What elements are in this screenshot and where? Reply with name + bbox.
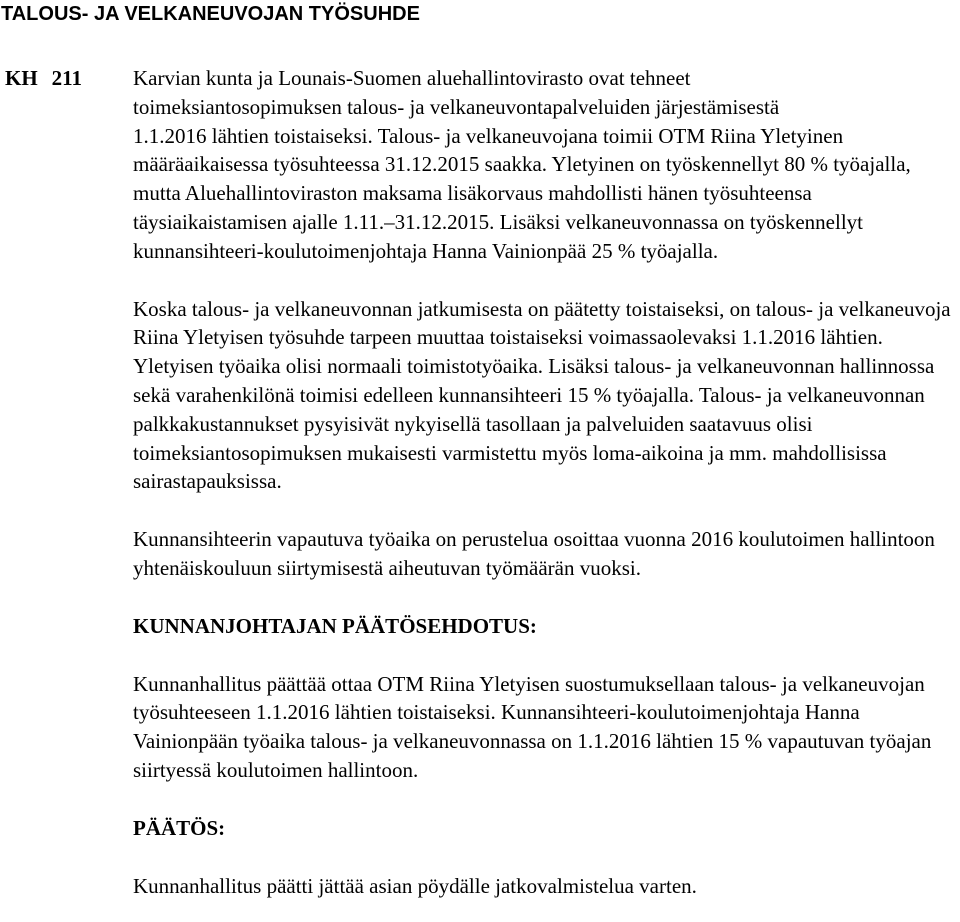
section-code: KH bbox=[5, 66, 38, 90]
paragraph-workload: Kunnansihteerin vapautuva työaika on perustelua osoittaa vuonna 2016 koulutoimen hallintoon yhtenäiskouluun siirtymisestä aiheutuvan työmäärän vuoksi. bbox=[133, 527, 935, 580]
proposal-heading: KUNNANJOHTAJAN PÄÄTÖSEHDOTUS: bbox=[133, 613, 537, 638]
paragraph-rationale: Koska talous- ja velkaneuvonnan jatkumisesta on päätetty toistaiseksi, on talous- ja velkaneuvoja Riina Yletyisen työsuhde tarpeen muuttaa toistaiseksi voimassaolevaksi 1.1.2016 lähtien. Yletyisen työaika olisi normaali toimistotyöaika. Lisäksi talous- ja velkaneuvonnan hallinnossa sekä varahenkilönä toimisi edelleen kunnansihteeri 15 % työajalla. Talous- ja velkaneuvonnan palkkakustannukset pysyisivät nykyisellä tasollaan ja palveluiden saatavuus olisi toimeksiantosopimuksen mukaisesti varmistettu myös loma-aikoina ja mm. mahdollisissa sairastapauksissa. bbox=[133, 296, 951, 494]
decision-text: Kunnanhallitus päätti jättää asian pöydälle jatkovalmistelua varten. bbox=[133, 873, 697, 898]
section-identifier bbox=[5, 64, 82, 92]
page-title: TALOUS- JA VELKANEUVOJAN TYÖSUHDE bbox=[1, 3, 420, 25]
paragraph-background-line-2: toimeksiantosopimuksen talous- ja velkaneuvontapalveluiden järjestämisestä bbox=[133, 94, 780, 119]
section-number: 211 bbox=[51, 66, 83, 90]
paragraph-background-rest: 1.1.2016 lähtien toistaiseksi. Talous- ja velkaneuvojana toimii OTM Riina Yletyinen määräaikaisessa työsuhteessa 31.12.2015 saakka. Yletyinen on työskennellyt 80 % työajalla, mutta Aluehallintoviraston maksama lisäkorvaus mahdollisti hänen työsuhteensa täysiaikaistamisen ajalle 1.11.–31.12.2015. Lisäksi velkaneuvonnassa on työskennellyt kunnansihteeri-koulutoimenjohtaja Hanna Vainionpää 25 % työajalla. bbox=[133, 123, 911, 263]
proposal-text: Kunnanhallitus päättää ottaa OTM Riina Yletyisen suostumuksellaan talous- ja velkaneuvojan työsuhteeseen 1.1.2016 lähtien toistaiseksi. Kunnansihteeri-koulutoimenjohtaja Hanna Vainionpään työaika talous- ja velkaneuvonnassa on 1.1.2016 lähtien 15 % vapautuvan työajan siirtyessä koulutoimen hallintoon. bbox=[133, 671, 932, 782]
paragraph-background-line-1: Karvian kunta ja Lounais-Suomen aluehallintovirasto ovat tehneet bbox=[133, 66, 691, 90]
paragraph-background bbox=[133, 64, 956, 266]
decision-heading: PÄÄTÖS: bbox=[133, 815, 226, 840]
document-body bbox=[133, 64, 956, 900]
